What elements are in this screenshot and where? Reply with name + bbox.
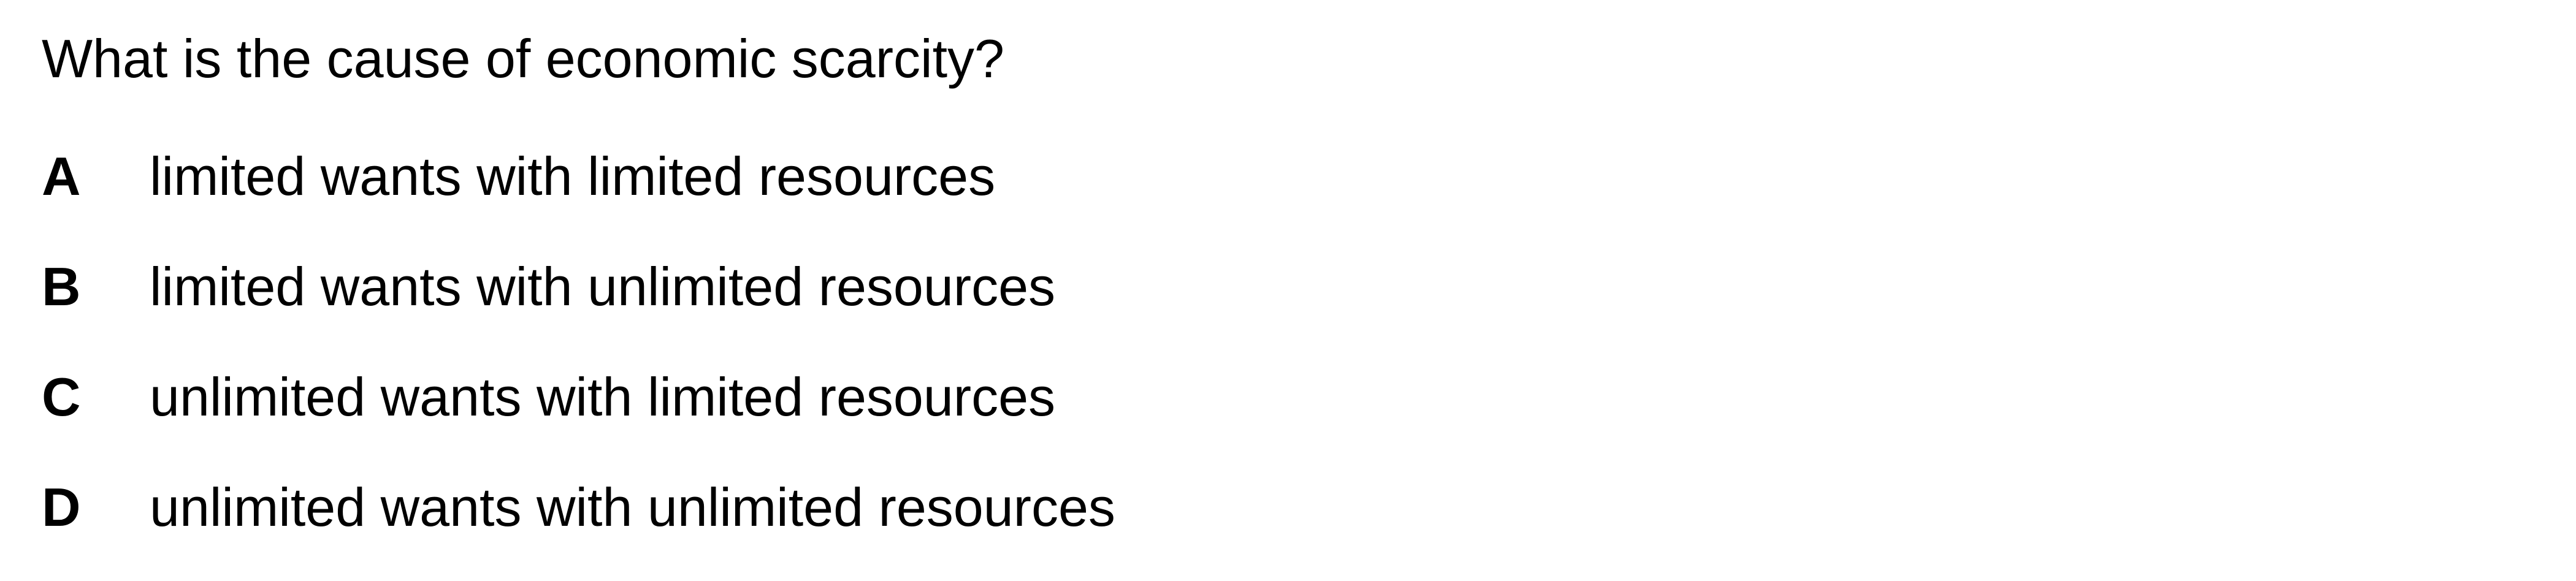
answer-options	[42, 140, 1115, 581]
option-text: unlimited wants with limited resources	[150, 366, 1056, 427]
option-d	[42, 471, 1115, 581]
option-letter: B	[42, 256, 81, 317]
question-text: What is the cause of economic scarcity?	[42, 28, 1004, 89]
option-text: limited wants with limited resources	[150, 146, 996, 207]
option-letter: C	[42, 366, 81, 427]
option-text: unlimited wants with unlimited resources	[150, 477, 1115, 537]
option-letter: D	[42, 477, 81, 537]
option-a	[42, 140, 1115, 250]
option-letter: A	[42, 146, 81, 207]
option-text: limited wants with unlimited resources	[150, 256, 1056, 317]
option-c	[42, 360, 1115, 471]
option-b	[42, 250, 1115, 360]
